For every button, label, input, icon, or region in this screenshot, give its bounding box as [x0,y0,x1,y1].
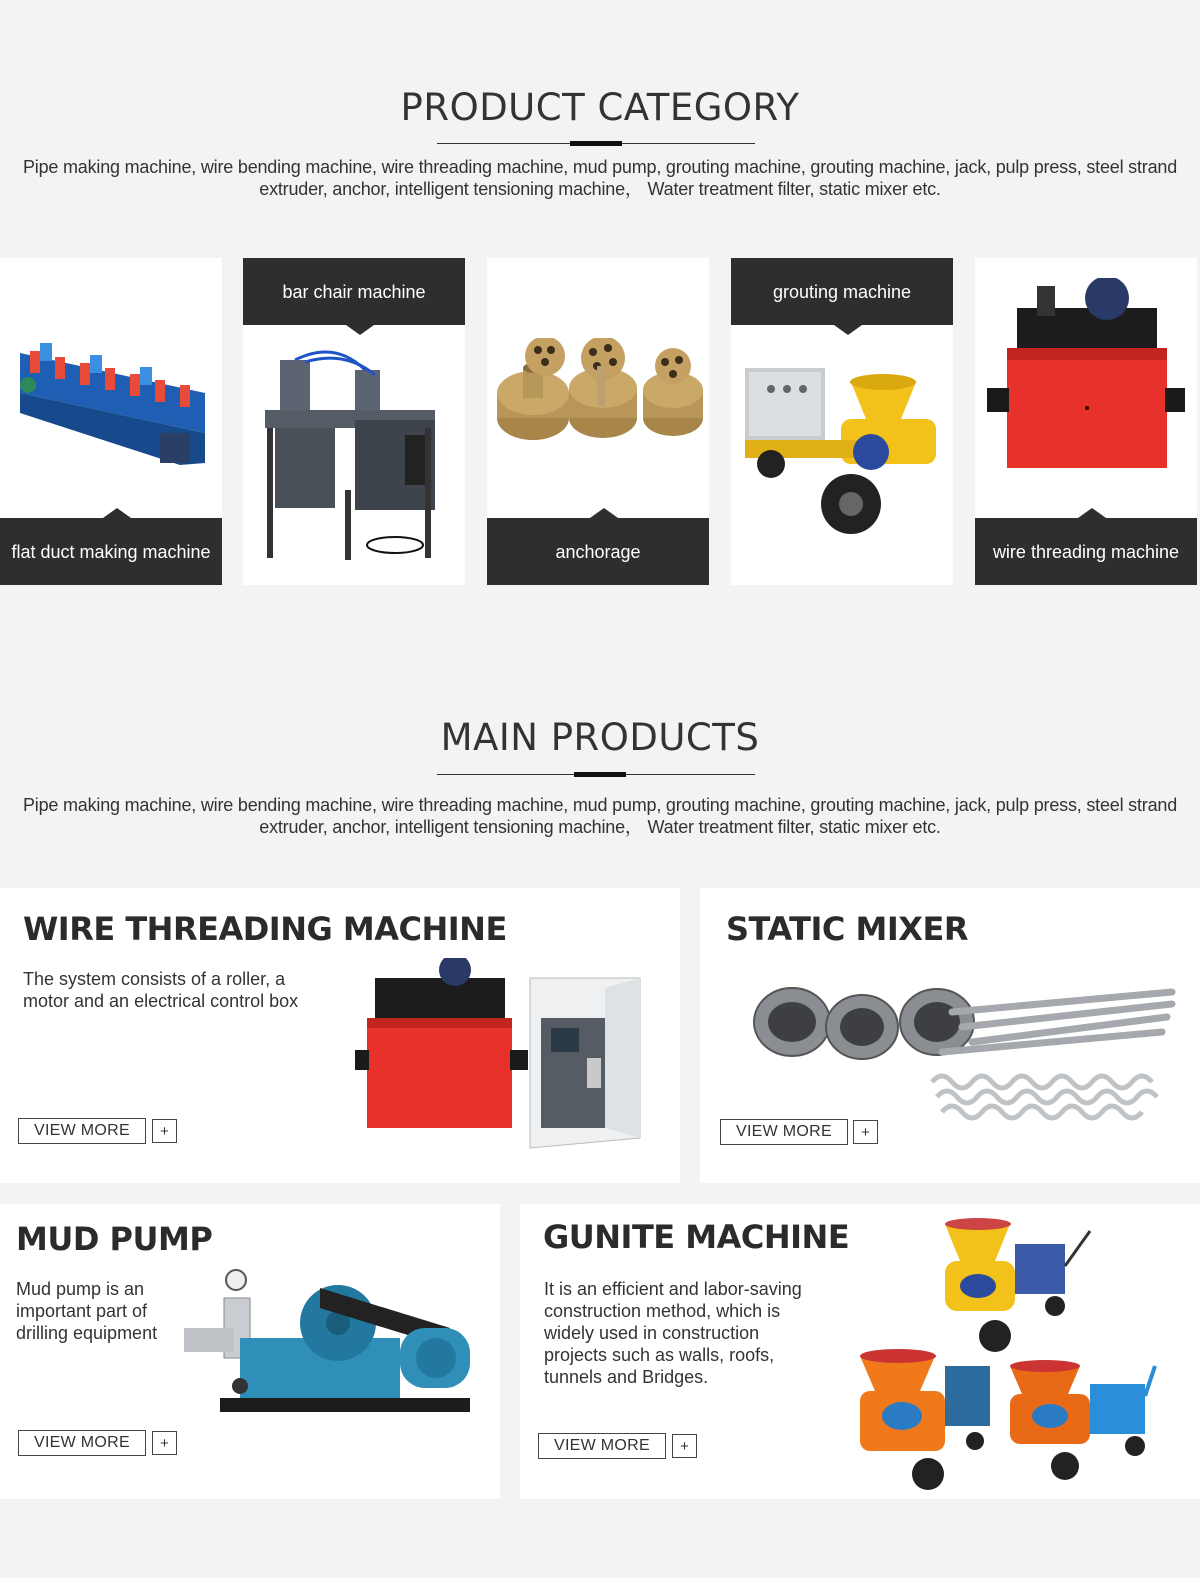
main-products-title: MAIN PRODUCTS [440,716,760,759]
product-title: STATIC MIXER [726,910,968,948]
label-notch [346,325,374,335]
category-title: PRODUCT CATEGORY [400,86,800,129]
product-title: GUNITE MACHINE [543,1218,850,1256]
category-description [0,156,1200,200]
category-card-bar-chair[interactable] [243,258,465,585]
anchorage-image [493,338,705,448]
gunite-machine-image [850,1216,1170,1491]
main-products-title-accent [574,772,626,777]
product-card-gunite-machine [520,1204,1200,1499]
plus-button[interactable]: + [853,1120,878,1144]
category-label[interactable]: anchorage [487,518,709,585]
product-description: The system consists of a roller, a motor and an electrical control box [23,969,299,1011]
product-card-mud-pump [0,1204,500,1499]
static-mixer-image [752,972,1182,1127]
view-more-button[interactable]: VIEW MORE [538,1433,666,1459]
category-card-grouting[interactable] [731,258,953,585]
category-card-anchorage[interactable] [487,258,709,585]
category-label[interactable]: wire threading machine [975,518,1197,585]
product-card-static-mixer [700,888,1200,1183]
category-label[interactable]: grouting machine [731,258,953,325]
category-description-line2: extruder, anchor, intelligent tensioning machine， Water treatment filter, static mixer etc. [259,179,941,199]
product-title: MUD PUMP [16,1220,213,1258]
grouting-machine-image [741,364,941,544]
view-more-button[interactable]: VIEW MORE [18,1118,146,1144]
wire-threading-product-image [355,958,655,1168]
main-products-description [0,794,1200,838]
main-products-description-line2: extruder, anchor, intelligent tensioning machine， Water treatment filter, static mixer etc. [259,817,941,837]
category-description-line1: Pipe making machine, wire bending machine, wire threading machine, mud pump, grouting machine, grouting machine, jack, pulp press, steel strand [22,157,1178,177]
category-label[interactable]: flat duct making machine [0,518,222,585]
plus-button[interactable]: + [672,1434,697,1458]
view-more-button[interactable]: VIEW MORE [720,1119,848,1145]
category-title-accent [570,141,622,146]
label-notch [834,325,862,335]
product-card-wire-threading [0,888,680,1183]
product-description: Mud pump is an important part of drilling equipment [16,1279,158,1343]
category-card-wire-threading[interactable] [975,258,1197,585]
bar-chair-machine-image [255,350,455,570]
wire-threading-machine-image [987,278,1185,473]
plus-button[interactable]: + [152,1431,177,1455]
view-more-button[interactable]: VIEW MORE [18,1430,146,1456]
label-notch [1078,508,1106,518]
product-description: It is an efficient and labor-saving construction method, which is widely used in construction projects such as walls, roofs, tunnels and Bridges. [544,1279,802,1387]
plus-button[interactable]: + [152,1119,177,1143]
category-label[interactable]: bar chair machine [243,258,465,325]
product-title: WIRE THREADING MACHINE [23,910,507,948]
label-notch [590,508,618,518]
category-card-flat-duct[interactable] [0,258,222,585]
label-notch [103,508,131,518]
mud-pump-image [180,1268,480,1438]
flat-duct-machine-image [10,333,210,473]
main-products-description-line1: Pipe making machine, wire bending machine, wire threading machine, mud pump, grouting machine, grouting machine, jack, pulp press, steel strand [22,795,1178,815]
